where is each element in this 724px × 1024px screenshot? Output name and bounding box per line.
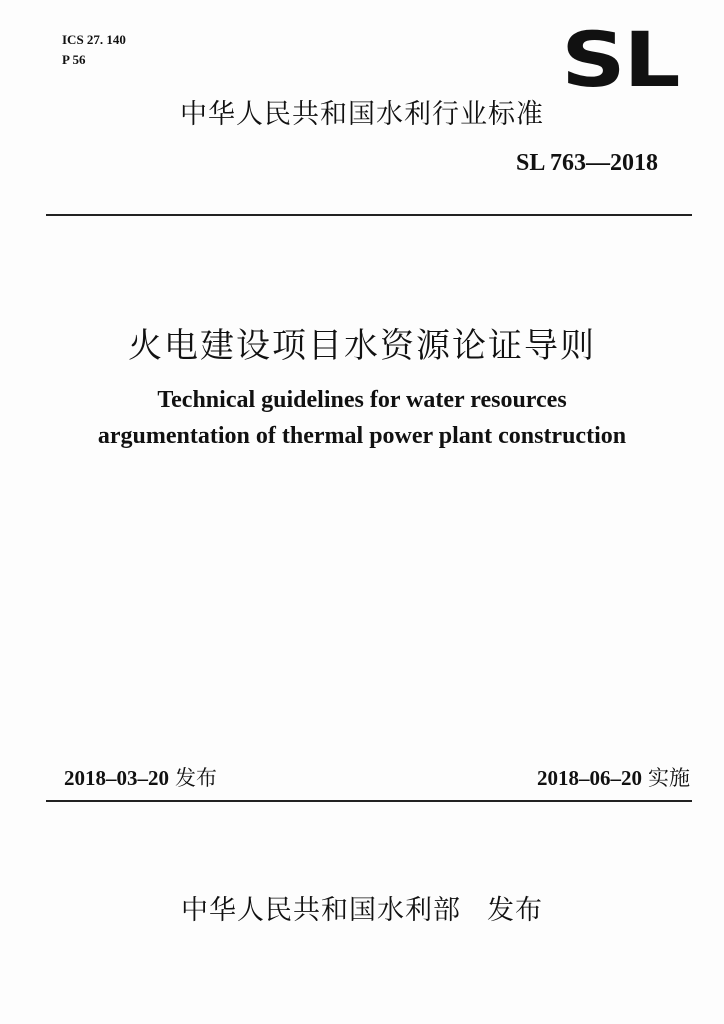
- publisher-org: 中华人民共和国水利部: [181, 895, 461, 926]
- sl-logo: SL: [560, 15, 678, 104]
- title-chinese: 火电建设项目水资源论证导则: [128, 326, 596, 366]
- bottom-divider: [46, 800, 692, 802]
- industry-standard-heading: 中华人民共和国水利行业标准: [180, 99, 544, 130]
- ics-classification: [62, 30, 126, 70]
- top-divider: [46, 214, 692, 216]
- implement-date: 2018–06–20: [537, 766, 642, 790]
- ccs-code: P 56: [62, 52, 86, 67]
- issue-date: 2018–03–20: [64, 766, 169, 790]
- implement-label: 实施: [648, 766, 690, 790]
- title-english: [0, 382, 724, 454]
- standard-code: SL 763—2018: [515, 150, 658, 176]
- publisher-label: 发布: [487, 895, 543, 926]
- title-english-line2: argumentation of thermal power plant construction: [97, 423, 627, 449]
- issue-label: 发布: [175, 766, 217, 790]
- ics-code: ICS 27. 140: [62, 32, 126, 47]
- implement-date-block: [537, 762, 690, 792]
- publisher-block: [0, 888, 724, 927]
- title-english-line1: Technical guidelines for water resources: [157, 387, 567, 413]
- issue-date-block: [64, 762, 217, 792]
